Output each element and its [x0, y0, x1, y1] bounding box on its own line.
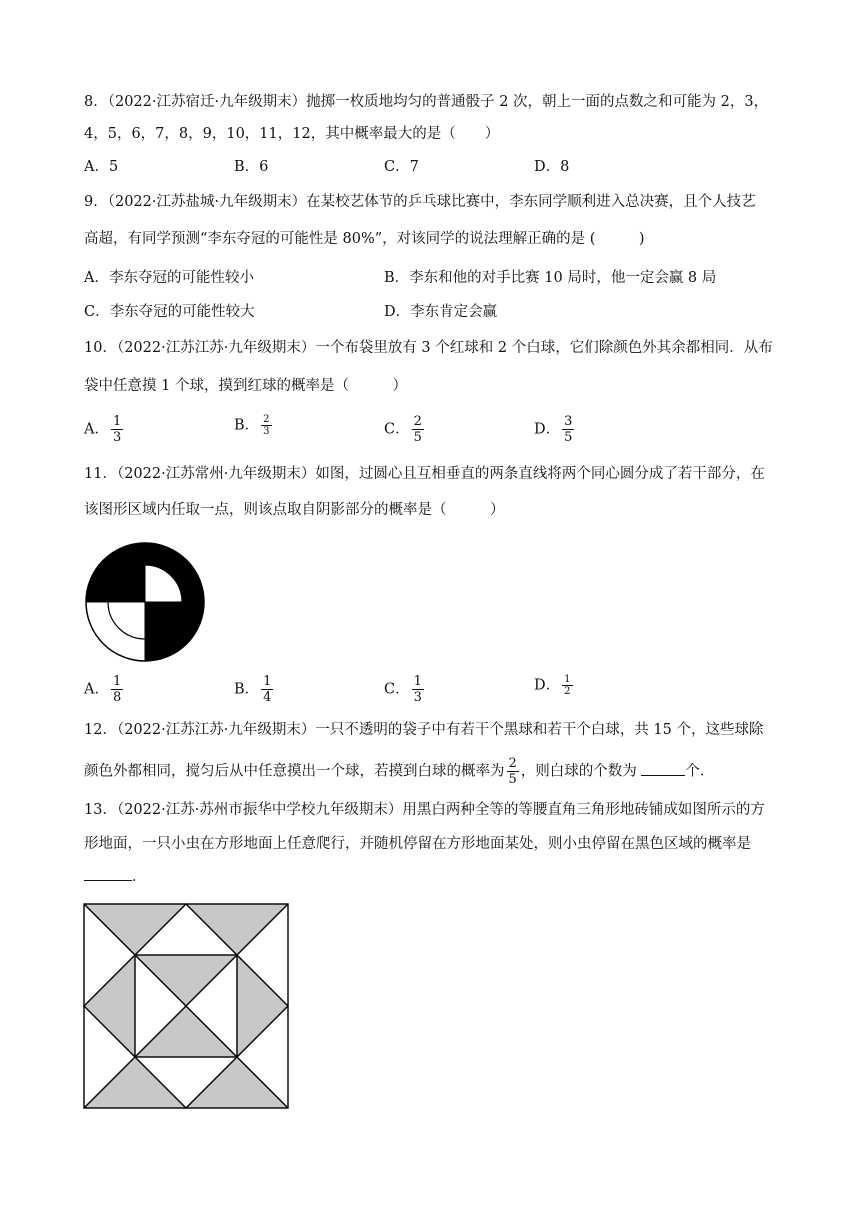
q11-stem-line2: 该图形区域内任取一点，则该点取自阴影部分的概率是（ ） [84, 502, 505, 518]
q10-option-b[interactable] [234, 414, 274, 437]
q10-stem-line1: 10．（2022·江苏江苏·九年级期末）一个布袋里放有 3 个红球和 2 个白球，它们除颜色外其余都相同．从布 [84, 340, 773, 356]
q9-option-a[interactable]: A．李东夺冠的可能性较小 [84, 270, 254, 286]
fraction-denominator: 5 [564, 430, 573, 445]
q11-option-c[interactable] [384, 674, 426, 705]
q9-stem-line2: 高超，有同学预测“李东夺冠的可能性是 80%”，对该同学的说法理解正确的是 ( ) [84, 231, 645, 247]
q12-text-b: ，则白球的个数为 [520, 763, 642, 780]
q11-option-d[interactable] [534, 674, 575, 697]
q13-stem-line3 [84, 866, 147, 887]
option-letter: D． [534, 421, 561, 438]
q8-stem-line2: 4，5，6，7，8，9，10，11，12，其中概率最大的是（ ） [84, 126, 500, 142]
q12-stem-line2 [84, 756, 714, 787]
shaded-triangle [186, 904, 288, 955]
shaded-triangle [84, 904, 186, 955]
fraction-numerator: 1 [564, 674, 571, 685]
shaded-triangle [186, 1057, 288, 1108]
fraction [507, 756, 519, 787]
shaded-triangle [237, 955, 288, 1057]
fraction-denominator: 5 [413, 430, 422, 445]
q13-period: ． [132, 869, 147, 885]
fraction [562, 414, 574, 445]
q10-option-d[interactable] [534, 414, 576, 445]
answer-blank[interactable] [641, 761, 685, 776]
q11-option-b[interactable] [234, 674, 275, 705]
fraction-denominator: 3 [112, 430, 122, 445]
fraction-numerator: 3 [564, 414, 573, 429]
option-letter: A． [84, 681, 109, 698]
q8-option-c[interactable]: C．7 [384, 159, 419, 175]
fraction-numerator: 1 [112, 674, 122, 689]
fraction-denominator: 8 [112, 690, 122, 705]
q10-stem-line2: 袋中任意摸 1 个球，摸到红球的概率是（ ） [84, 378, 407, 394]
q11-option-a[interactable] [84, 674, 125, 705]
q12-stem-line1: 12．（2022·江苏江苏·九年级期末）一只不透明的袋子中有若干个黑球和若干个白球，共 15 个，这些球除 [84, 722, 764, 738]
fraction-numerator: 2 [508, 756, 517, 771]
fraction-denominator: 4 [263, 690, 272, 705]
option-letter: A． [84, 421, 109, 438]
fraction [261, 674, 273, 705]
shaded-triangle [84, 1057, 186, 1108]
fraction-denominator: 2 [564, 686, 571, 697]
q10-option-c[interactable] [384, 414, 426, 445]
q8-option-b[interactable]: B．6 [234, 159, 269, 175]
fraction [562, 674, 572, 697]
fraction [261, 414, 271, 437]
q9-option-d[interactable]: D．李东肯定会赢 [384, 304, 498, 320]
option-letter: C． [384, 421, 410, 438]
tile-square-figure [83, 903, 289, 1109]
q8-option-a[interactable]: A．5 [84, 159, 119, 175]
shaded-triangle [135, 1006, 237, 1057]
q13-stem-line2: 形地面，一只小虫在方形地面上任意爬行，并随机停留在方形地面某处，则小虫停留在黑色区域的概率是 [84, 836, 751, 852]
fraction-numerator: 1 [413, 674, 422, 689]
fraction-numerator: 1 [112, 414, 122, 429]
option-letter: B． [234, 417, 260, 434]
fraction-denominator: 3 [413, 690, 422, 705]
fraction-numerator: 2 [413, 414, 422, 429]
shaded-triangle [135, 955, 237, 1006]
fraction-numerator: 2 [263, 414, 270, 425]
q12-text-a: 颜色外都相同，搅匀后从中任意摸出一个球，若摸到白球的概率为 [84, 763, 505, 780]
shaded-triangle [84, 955, 135, 1057]
fraction-numerator: 1 [263, 674, 272, 689]
option-letter: D． [534, 677, 561, 694]
option-letter: B． [234, 681, 260, 698]
option-letter: C． [384, 681, 410, 698]
fraction [412, 414, 424, 445]
fraction [412, 674, 424, 705]
fraction [111, 674, 123, 705]
fraction [111, 414, 123, 445]
q12-text-c: 个． [685, 763, 715, 780]
q9-option-b[interactable]: B．李东和他的对手比赛 10 局时，他一定会赢 8 局 [384, 270, 717, 286]
answer-blank[interactable] [84, 866, 132, 881]
q8-stem-line1: 8．（2022·江苏宿迁·九年级期末）抛掷一枚质地均匀的普通骰子 2 次，朝上一面的点数之和可能为 2，3， [84, 94, 769, 110]
concentric-circles-figure [84, 541, 206, 663]
q9-option-c[interactable]: C．李东夺冠的可能性较大 [84, 304, 255, 320]
fraction-denominator: 5 [508, 772, 517, 787]
q13-stem-line1: 13．（2022·江苏·苏州市振华中学校九年级期末）用黑白两种全等的等腰直角三角形地砖铺成如图所示的方 [84, 802, 765, 818]
q10-option-a[interactable] [84, 414, 125, 445]
fraction-denominator: 3 [263, 426, 270, 437]
q9-stem-line1: 9．（2022·江苏盐城·九年级期末）在某校艺体节的乒乓球比赛中，李东同学顺利进入总决赛，且个人技艺 [84, 194, 756, 210]
q8-option-d[interactable]: D．8 [534, 159, 570, 175]
q11-stem-line1: 11．（2022·江苏常州·九年级期末）如图，过圆心且互相垂直的两条直线将两个同心圆分成了若干部分，在 [84, 466, 765, 482]
